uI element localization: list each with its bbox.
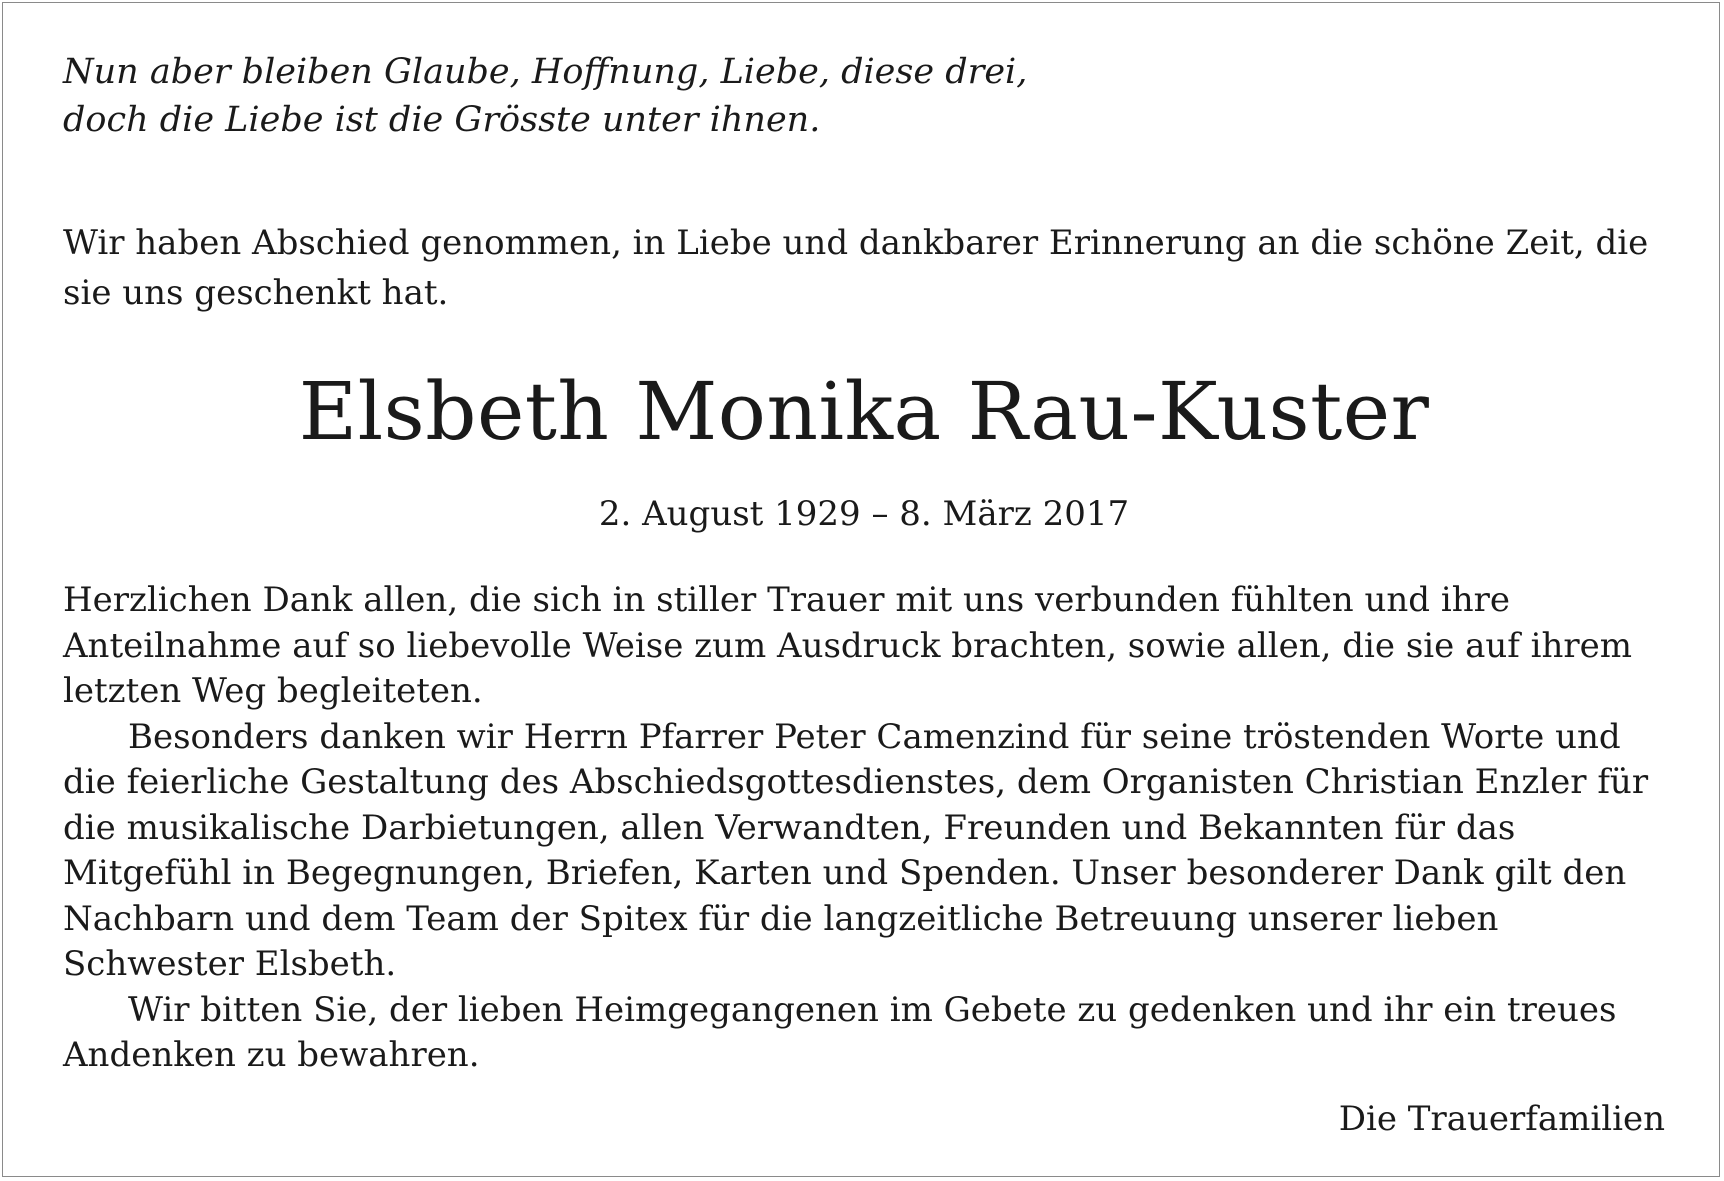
deceased-name: Elsbeth Monika Rau-Kuster <box>298 365 1430 458</box>
bible-verse-line: Nun aber bleiben Glaube, Hoffnung, Liebe, diese drei, <box>63 52 1028 92</box>
bible-verse-line: doch die Liebe ist die Grösste unter ihnen. <box>63 100 821 140</box>
life-dates: 2. August 1929 – 8. März 2017 <box>598 494 1130 534</box>
closing-paragraph: Wir bitten Sie, der lieben Heimgegangenen im Gebete zu gedenken und ihr ein treues Andenken zu bewahren. <box>63 989 1617 1075</box>
thanks-paragraph: Besonders danken wir Herrn Pfarrer Peter Camenzind für seine tröstenden Worte und die feierliche Gestaltung des Abschiedsgottesdienstes, dem Organisten Christian Enzler für die musikalische Darbietungen, allen Verwandten, Freunden und Bekannten für das Mitgefühl in Begegnungen, Briefen, Karten und Spenden. Unser besonderer Dank gilt den Nachbarn und dem Team der Spitex für die langzeitliche Betreuung unserer lieben Schwester Elsbeth. <box>63 716 1649 984</box>
intro-text: Wir haben Abschied genommen, in Liebe und dankbarer Erinnerung an die schöne Zeit, die sie uns geschenkt hat. <box>63 223 1649 313</box>
bible-verse <box>63 48 1665 144</box>
obituary-card <box>2 2 1720 1177</box>
obituary-content <box>63 48 1665 1141</box>
thanks-paragraph: Herzlichen Dank allen, die sich in stiller Trauer mit uns verbunden fühlten und ihre Anteilnahme auf so liebevolle Weise zum Ausdruck brachten, sowie allen, die sie auf ihrem letzten Weg begleiteten. <box>63 580 1633 711</box>
signature: Die Trauerfamilien <box>1338 1098 1665 1139</box>
